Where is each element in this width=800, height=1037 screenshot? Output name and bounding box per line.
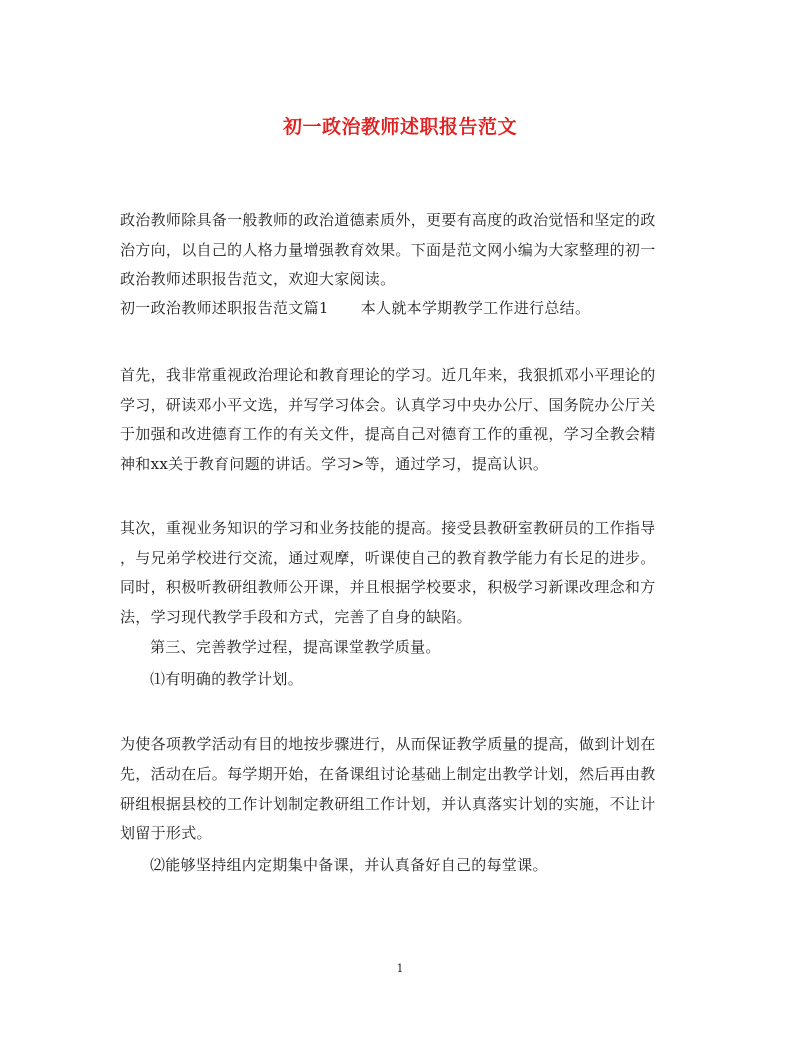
paragraph-4: ⑴有明确的教学计划。	[150, 670, 304, 688]
section-heading	[120, 298, 590, 318]
text-line: 法，学习现代教学手段和方式，完善了自身的缺陷。	[120, 608, 472, 626]
section-heading-text: 本人就本学期教学工作进行总结。	[360, 299, 591, 317]
text-line: 神和xx关于教育问题的讲话。学习>等，通过学习，提高认识。	[120, 455, 549, 473]
text-line: 划留于形式。	[120, 824, 212, 842]
text-line: ，与兄弟学校进行交流，通过观摩，听课使自己的教育教学能力有长足的进步。	[120, 549, 656, 567]
text-line: 政治教师除具备一般教师的政治道德素质外，更要有高度的政治觉悟和坚定的政	[120, 211, 656, 229]
page-number: 1	[396, 962, 404, 975]
text-line: 于加强和改进德育工作的有关文件，提高自己对德育工作的重视，学习全教会精	[120, 425, 656, 443]
section-heading-label: 初一政治教师述职报告范文篇1	[120, 299, 329, 317]
text-line: 其次，重视业务知识的学习和业务技能的提高。接受县教研室教研员的工作指导	[120, 519, 656, 537]
text-line: 同时，积极听教研组教师公开课，并且根据学校要求，积极学习新课改理念和方	[120, 578, 656, 596]
document-title: 初一政治教师述职报告范文	[282, 116, 517, 138]
text-line: 研组根据县校的工作计划制定教研组工作计划，并认真落实计划的实施，不让计	[120, 795, 656, 813]
text-line: 政治教师述职报告范文，欢迎大家阅读。	[120, 270, 396, 288]
text-line: 治方向，以自己的人格力量增强教育效果。下面是范文网小编为大家整理的初一	[120, 241, 656, 259]
text-line: 首先，我非常重视政治理论和教育理论的学习。近几年来，我狠抓邓小平理论的	[120, 366, 656, 384]
text-line: 学习，研读邓小平文选，并写学习体会。认真学习中央办公厅、国务院办公厅关	[120, 396, 656, 414]
text-line: 先，活动在后。每学期开始，在备课组讨论基础上制定出教学计划，然后再由教	[120, 765, 656, 783]
paragraph-6: ⑵能够坚持组内定期集中备课，并认真备好自己的每堂课。	[150, 856, 548, 874]
text-line: 为使各项教学活动有目的地按步骤进行，从而保证教学质量的提高，做到计划在	[120, 735, 656, 753]
paragraph-3: 第三、完善教学过程，提高课堂教学质量。	[150, 638, 441, 656]
